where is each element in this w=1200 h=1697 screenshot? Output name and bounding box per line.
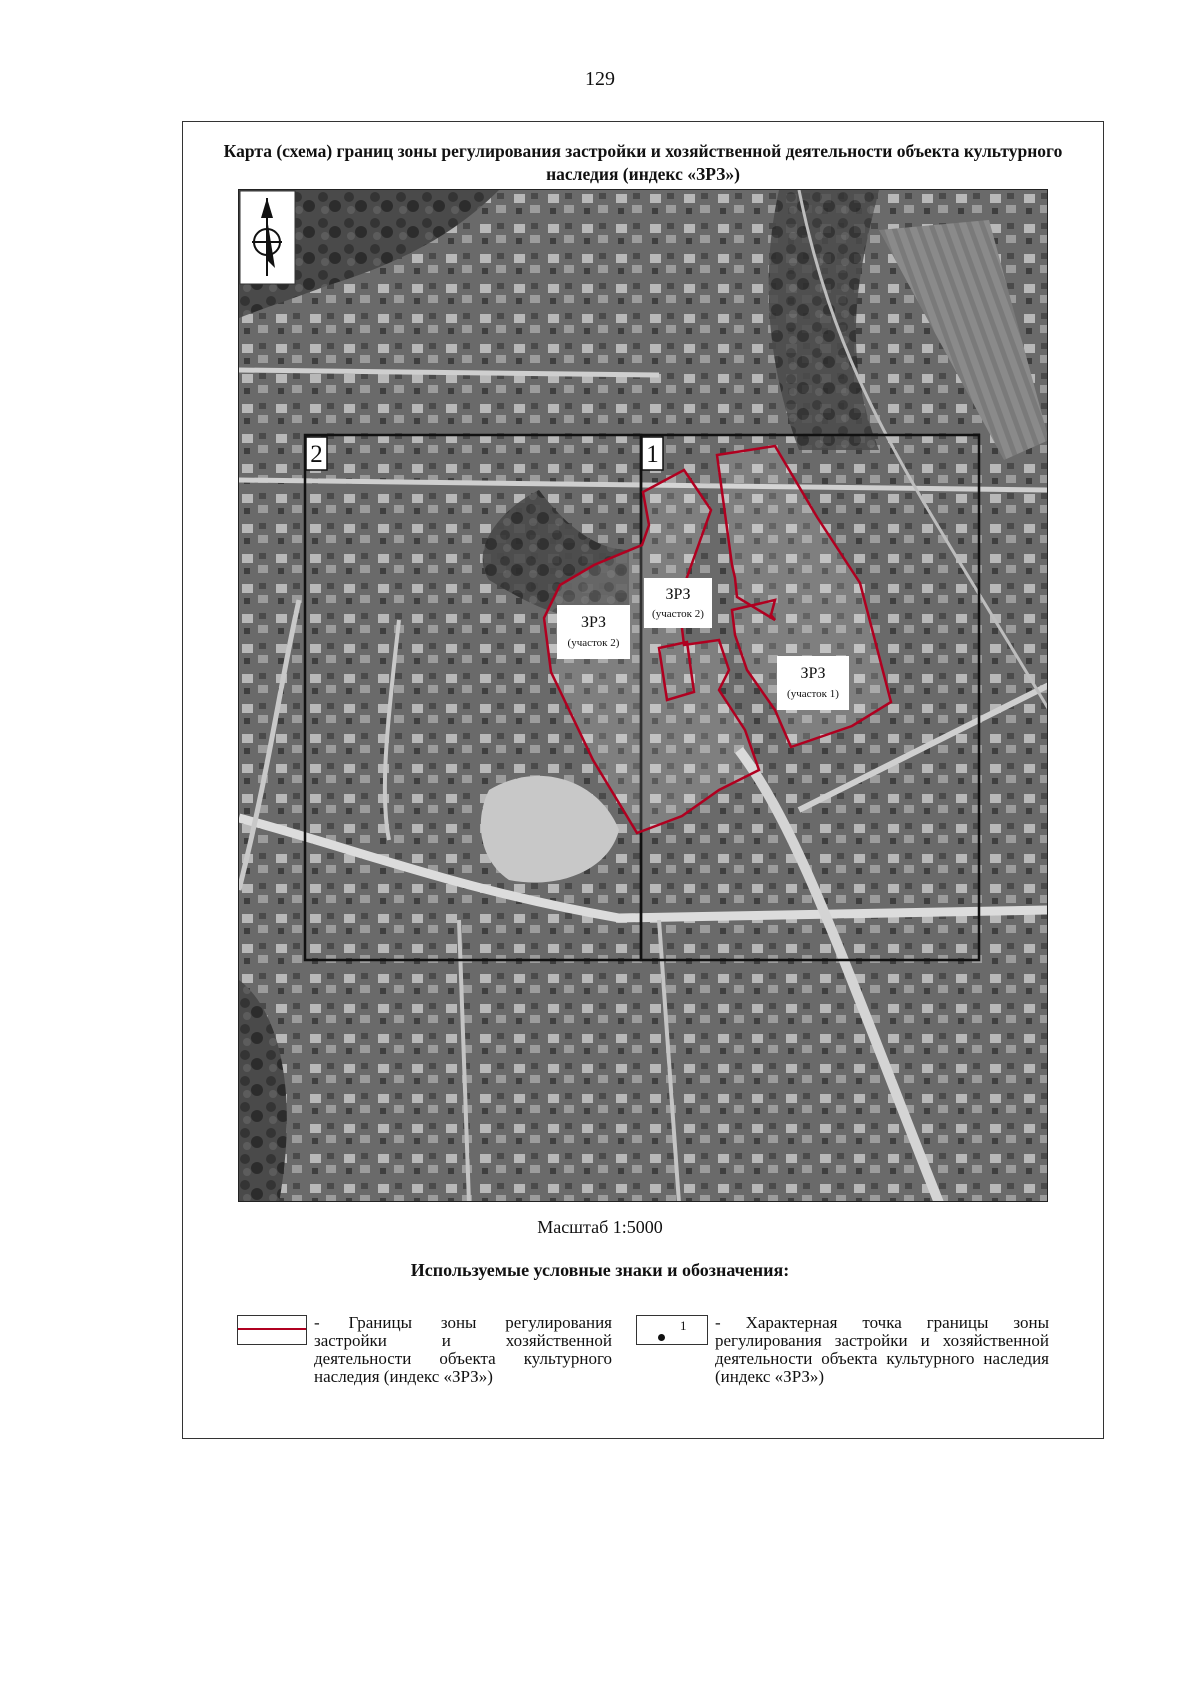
legend-title: Используемые условные знаки и обозначения: <box>410 1260 790 1280</box>
map-title: Карта (схема) границ зоны регулирования застройки и хозяйственной деятельности объекта культурного наследия (индекс «ЗРЗ») <box>223 141 1063 184</box>
aerial-map[interactable] <box>239 190 1048 1202</box>
north-arrow-icon <box>240 191 295 284</box>
zone-label: ЗРЗ <box>665 586 691 603</box>
legend-item-boundary-text: - Границы зоны регулирования застройки и хозяйственной деятельности объекта культурного наследия (индекс «ЗРЗ») <box>314 1313 612 1386</box>
page-number: 129 <box>585 68 615 90</box>
sheet-number-2: 2 <box>310 441 323 468</box>
zone-sublabel: (участок 1) <box>787 688 839 700</box>
zone-label: ЗРЗ <box>580 614 607 631</box>
legend-symbol-point <box>636 1315 708 1345</box>
zone-sublabel: (участок 2) <box>567 637 620 649</box>
zone-sublabel: (участок 2) <box>652 608 704 620</box>
map-view[interactable] <box>238 189 1048 1202</box>
map-scale: Масштаб 1:5000 <box>537 1217 663 1237</box>
red-boundary-line-icon <box>238 1328 306 1330</box>
legend-symbol-boundary <box>237 1315 307 1345</box>
legend-point-number: 1 <box>680 1318 687 1333</box>
legend-item-point-text: - Характерная точка границы зоны регулирования застройки и хозяйственной деятельности объекта культурного наследия (индекс «ЗРЗ») <box>715 1313 1049 1386</box>
zone-label: ЗРЗ <box>800 665 826 682</box>
point-dot-icon <box>658 1334 665 1341</box>
sheet-number-1: 1 <box>646 441 659 468</box>
